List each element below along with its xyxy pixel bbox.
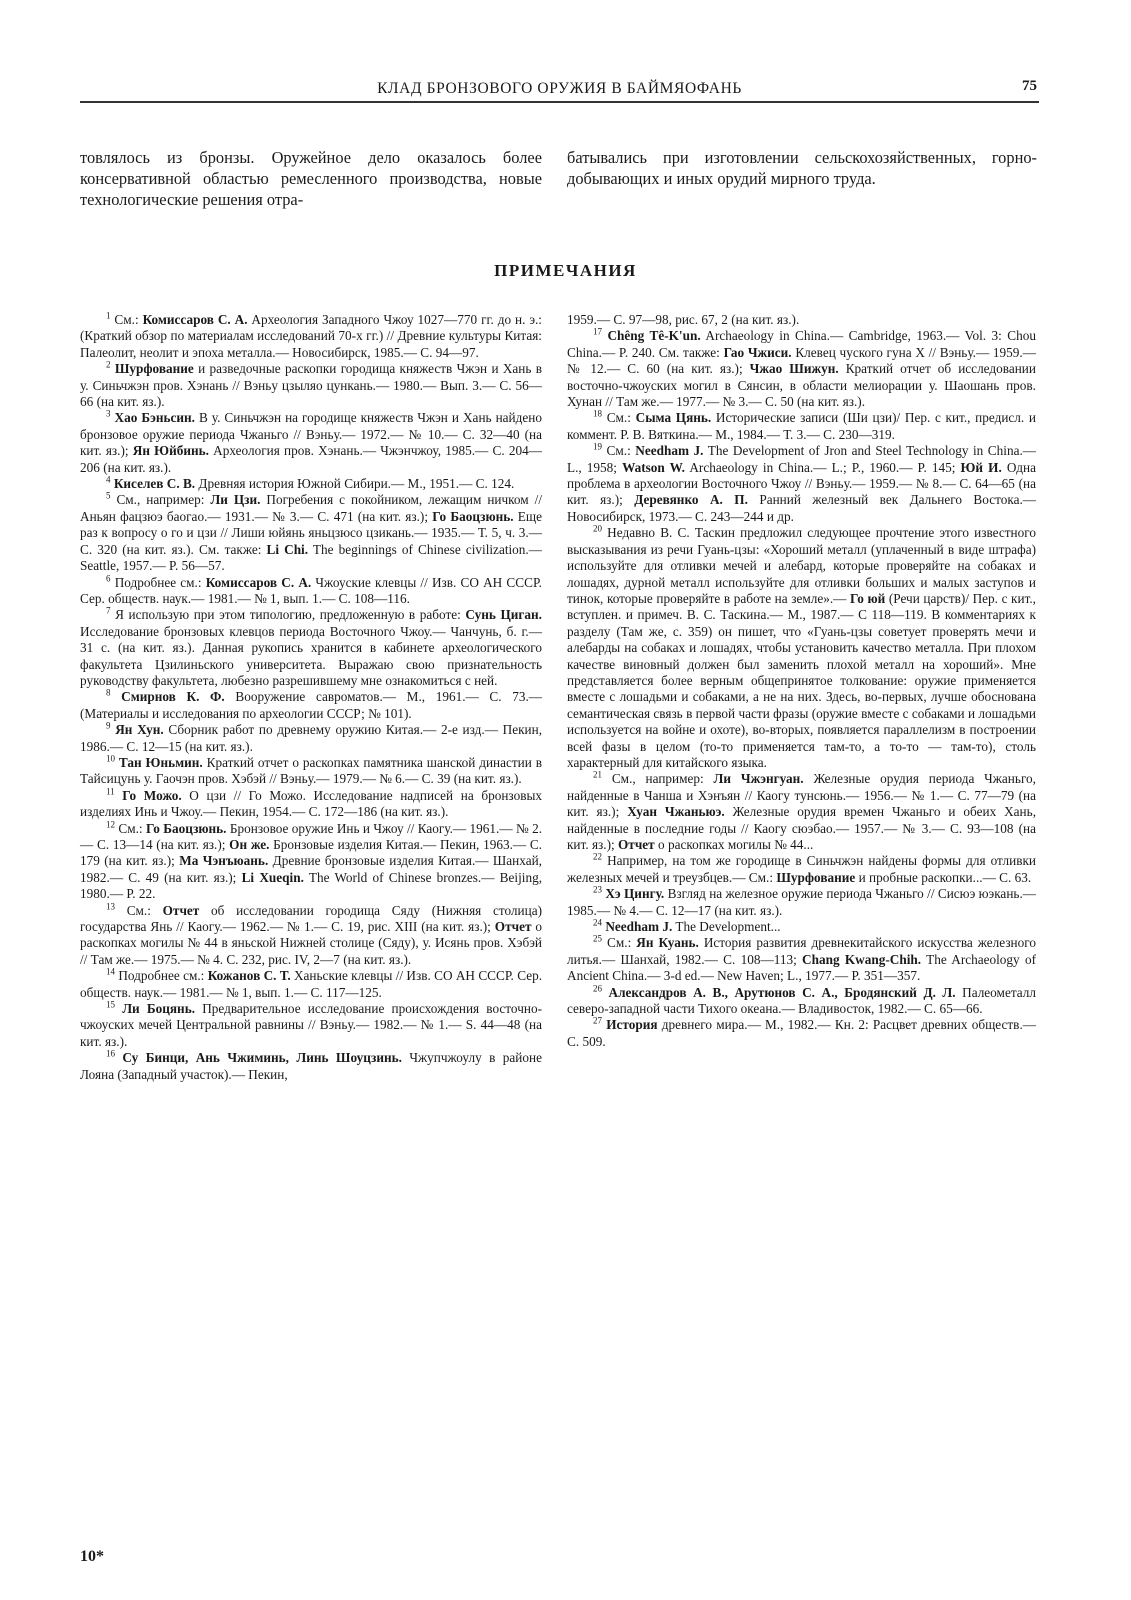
footnote-number: 6 (106, 573, 111, 584)
footnote-number: 11 (106, 786, 115, 797)
notes-column-left (80, 312, 542, 1083)
footnote-number: 25 (593, 934, 602, 945)
footnote-number: 10 (106, 753, 115, 764)
footnote-text: Одна проблема в археологии Восточного Чжоу // Вэньу.— 1959.— № 8.— С. 64—65 (на кит. яз.); (567, 459, 1036, 508)
footnote-text: Ранний железный век Дальнего Востока.— Новосибирск, 1973.— С. 243—244 и др. (567, 492, 1037, 524)
footnote-text: Железные орудия времен Чжаньго и обеих Хань, найденные в последние годы // Каогу сюэбао.— 1957.— № 3.— С. 93—108 (на кит. яз.); (567, 804, 1037, 852)
footnote-18 (567, 410, 1036, 443)
footnote-text: См.: (114, 312, 143, 327)
footnote-20 (567, 525, 1036, 771)
footnote-author: Ли Цзи. (210, 492, 261, 508)
footnote-author: Го Можо. (122, 787, 182, 803)
footnote-21 (567, 771, 1036, 853)
footnote-27 (567, 1017, 1036, 1050)
footnote-text: Исторические записи (Ши цзи)/ Пер. с кит., предисл. и коммент. Р. В. Вяткина.— М., 1984.— Т. 3.— С. 230—319. (567, 410, 1037, 442)
footnote-number: 8 (106, 687, 111, 698)
page-number: 75 (1022, 78, 1037, 94)
footnote-text: См.: (606, 443, 636, 459)
footnote-text: древнего мира.— М., 1982.— Кн. 2: Расцвет древних обществ.— С. 509. (567, 1017, 1037, 1049)
footnote-author: Шурфование (776, 869, 856, 885)
intro-text-right: батывались при изготовлении сельскохозяйственных, горно-добывающих и иных орудий мирного труда. (567, 148, 1037, 188)
running-head (80, 78, 1039, 104)
footnote-author: Шурфование (114, 361, 194, 377)
footnote-author: Чжао Шижун. (749, 361, 839, 377)
footnote-text: Железные орудия периода Чжаньго, найденные в Чанша и Хэнъян // Каогу тунсюнь.— 1956.— № 1.— С. 77—79 (на кит. яз.); (567, 771, 1036, 820)
footnote-13 (80, 903, 542, 969)
footnote-author: Отчет (494, 919, 532, 935)
footnote-1 (80, 312, 542, 361)
intro-text-left: товлялось из бронзы. Оружейное дело оказалось более консервативной областью ремесленного производства, новые технологические решения отра- (80, 148, 542, 209)
footnote-number: 26 (593, 983, 602, 994)
footnote-23 (567, 886, 1036, 919)
footnote-12 (80, 821, 542, 903)
footnote-author: Он же. (229, 837, 270, 852)
footnote-5 (80, 492, 542, 574)
footnote-author: Ян Куань. (636, 935, 699, 951)
footnote-number: 17 (593, 327, 602, 337)
footnote-text: Древние бронзовые изделия Китая.— Шанхай, 1982.— С. 49 (на кит. яз.); (80, 853, 542, 885)
footnote-text: The Development of Jron and Steel Technology in China.— L., 1958; (567, 443, 1037, 475)
footnote-number: 18 (593, 409, 602, 420)
footnote-author: Ма Чэнъюань. (179, 853, 269, 869)
footnote-number: 13 (106, 901, 115, 912)
footnote-number: 21 (593, 769, 602, 780)
footnote-author: Li Xueqin. (241, 869, 304, 885)
footnote-number: 9 (106, 720, 111, 731)
footnote-11 (80, 788, 542, 821)
footnote-text: В у. Синьчжэн на городище княжеств Чжэн и Хань найдено бронзовое оружие периода Чжаньго // Вэньу.— 1972.— № 10.— С. 32—40 (на кит. яз.); (80, 410, 542, 459)
footnote-8 (80, 689, 542, 722)
footnote-17 (567, 328, 1036, 410)
footnote-text: О цзи // Го Можо. Исследование надписей на бронзовых изделиях Инь и Чжоу.— Пекин, 1954.— С. 172—186 (на кит. яз.). (80, 787, 542, 820)
footnote-text: Archaeology in China.— Cambridge, 1963.— Vol. 3: Chou China.— P. 240. См. также: (567, 328, 1036, 360)
footnote-text: The Archaeology of Ancient China.— 3-d ed.— New Haven; L., 1977.— P. 351—357. (567, 951, 1036, 984)
footnote-25 (567, 935, 1036, 984)
header-rule (80, 101, 1039, 103)
footnote-number: 19 (593, 441, 602, 452)
footnote-author: Li Chi. (266, 541, 309, 557)
footnote-author: Го Баоцзюнь. (146, 820, 227, 836)
footnote-text: См., например: (116, 492, 211, 508)
notes-column-right (567, 312, 1036, 1050)
footnote-text: Исследование бронзовых клевцов периода Восточного Чжоу.— Чанчунь, б. г.— 31 с. (на кит. яз.). Данная рукопись хранится в кабинете археологического факультета Цзилиньского университета. Выражаю свою признательность руководству факультета, любезно разрешившему мне ознакомиться с ней. (80, 623, 542, 688)
footnote-author: Кожанов С. Т. (207, 968, 291, 984)
footnote-author: Су Бинци, Ань Чжиминь, Линь Шоуцзинь. (122, 1050, 402, 1066)
footnote-text: Например, на том же городище в Синьчжэн найдены формы для отливки железных мечей и треузбцев.— См.: (567, 853, 1037, 885)
footnote-author: Chêng Tê-K'un. (607, 328, 701, 344)
footnote-number: 7 (106, 605, 111, 616)
footnote-text: The beginnings of Chinese civilization.— Seattle, 1957.— P. 56—57. (80, 541, 542, 574)
footnote-text: Краткий отчет об исследовании восточно-чжоуских могил в Сянсин, в области мелиорации у. Шаошань пров. Хунан // Там же.— 1977.— № 3.— С. 50 (на кит. яз.). (567, 361, 1036, 410)
footnote-text: и разведочные раскопки городища княжеств Чжэн и Хань в у. Синьчжэн пров. Хэнань // Вэньу цзыляо цункань.— 1980.— Вып. 3.— С. 56—66 (на кит. яз.). (80, 361, 543, 410)
footnote-16 (80, 1050, 542, 1083)
footnote-text: Еще раз к вопросу о го и цзи // Лиши юйянь яньцзюсо цзикань.— 1935.— Т. 5, ч. 3.— С. 320 (на кит. яз.). См. также: (80, 508, 542, 557)
footnote-author: Needham J. (635, 443, 704, 459)
footnote-number: 4 (106, 474, 111, 485)
footnote-text: Клевец чуского гуна X // Вэньу.— 1959.— № 12.— С. 60 (на кит. яз.); (567, 344, 1036, 377)
footnote-text: Взгляд на железное оружие периода Чжаньго // Сисюэ юэкань.— 1985.— № 4.— С. 12—17 (на кит. яз.). (567, 886, 1037, 918)
footnote-author: Хуан Чжаньюэ. (627, 804, 725, 820)
footnote-number: 12 (106, 819, 115, 830)
footnote-text: См.: (126, 902, 163, 918)
footnote-number: 23 (593, 884, 602, 895)
footnote-4 (80, 476, 542, 492)
footnote-number: 15 (106, 999, 115, 1010)
footnote-text: Бронзовые изделия Китая.— Пекин, 1963.— С. 179 (на кит. яз.); (80, 837, 542, 869)
footnote-author: История (606, 1017, 658, 1033)
footnote-number: 3 (106, 409, 111, 420)
footnote-number: 22 (593, 852, 602, 862)
footnote-text: См., например: (611, 771, 714, 787)
footnote-author: Ли Боцянь. (122, 1001, 196, 1017)
footnote-author: Тан Юньмин. (118, 754, 203, 770)
footnote-author: Отчет (162, 902, 200, 918)
footnote-author: Needham J. (605, 919, 673, 935)
footnote-text: Подробнее см.: (118, 968, 208, 984)
footnote-author: Ян Хун. (115, 722, 164, 738)
footnote-6 (80, 575, 542, 608)
footnote-text: The Development... (672, 919, 781, 935)
footnote-text: История развития древнекитайского искусства железного литья.— Шанхай, 1982.— С. 108—113; (567, 935, 1037, 967)
footnote-author: Го юй (850, 590, 886, 606)
footnote-author: Ян Юйбинь. (132, 443, 209, 459)
footnote-number: 20 (593, 523, 602, 534)
footnote-author: Гао Чжиси. (723, 344, 792, 360)
footnote-text: Archaeology in China.— L.; P., 1960.— P. 145; (685, 459, 961, 475)
footnote-text: Ханьские клевцы // Изв. СО АН СССР. Сер. обществ. наук.— 1981.— № 1, вып. 1.— С. 117—125. (80, 968, 543, 1000)
footnote-22 (567, 853, 1036, 886)
footnote-author: Комиссаров С. А. (142, 312, 248, 327)
footnote-author: Отчет (618, 837, 655, 852)
footnote-number: 1 (106, 310, 111, 321)
footnote-text: Подробнее см.: (114, 574, 206, 590)
footnote-7 (80, 607, 542, 689)
footnote-text: и пробные раскопки...— С. 63. (855, 869, 1032, 885)
footnote-text: (Речи царств)/ Пер. с кит., вступлен. и примеч. В. С. Таскина.— М., 1987.— С 118—119. В комментариях к разделу (Там же, с. 359) он пишет, что «Гуань-цзы советует проверять мечи и алебарды на собаках и лошадях, чтобы установить качество металла. При плохом качестве виновный должен был заменить плохой металл на хороший». Мне представляется более верным общепринятое толкование: оружие применяется вместе с лошадьми и собаками, а не на них. Здесь, во-первых, лучше обоснована семантическая связь в первой части фразы (оружие вместе с собаками и лошадьми используется на войне и охоте), во-вторых, появляется параллелизм в построении всей фазы в целом (то-то применяется там-то, а то-то — там-то), столь характерный для китайского языка. (567, 590, 1036, 770)
footnote-text: См.: (118, 820, 146, 836)
footnote-number: 16 (106, 1048, 115, 1059)
footnote-text: Сборник работ по древнему оружию Китая.— 2-е изд.— Пекин, 1986.— С. 12—15 (на кит. яз.). (80, 722, 543, 754)
footnote-author: Юй И. (960, 459, 1002, 475)
footnote-2 (80, 361, 542, 410)
footnote-author: Ли Чжэнгуан. (713, 771, 804, 787)
footnote-15 (80, 1001, 542, 1050)
footnote-26 (567, 985, 1036, 1018)
footnote-author: Деревянко А. П. (634, 492, 748, 508)
footnote-text: о раскопках могилы № 44... (654, 837, 814, 852)
footnote-text: The World of Chinese bronzes.— Beijing, 1980.— P. 22. (80, 869, 543, 902)
footnote-text: Предварительное исследование происхождения восточно-чжоуских мечей Центральной равнины // Вэньу.— 1982.— № 1.— S. 44—48 (на кит. яз.). (80, 1001, 542, 1049)
footnote-text: Чжупчжоулу в районе Лояна (Западный участок).— Пекин, (80, 1050, 542, 1082)
footnote-author: Сунь Циган. (465, 607, 542, 623)
notes-heading: ПРИМЕЧАНИЯ (494, 261, 637, 280)
footnote-19 (567, 443, 1036, 525)
footnote-author: Киселев С. В. (113, 476, 196, 492)
footnote-text: о раскопках могилы № 44 в яньской Нижней столице (Сяду), у. Исянь пров. Хэбэй // Там же.— 1975.— № 4. С. 232, рис. IV, 2—7 (на кит. яз.). (80, 919, 543, 967)
footnote-3 (80, 410, 542, 476)
footnote-text: Древняя история Южной Сибири.— М., 1951.— С. 124. (195, 476, 515, 492)
footnote-author: Комиссаров С. А. (205, 574, 312, 590)
footnote-author: Хэ Цингу. (605, 886, 665, 902)
footnote-text: Археология пров. Хэнань.— Чжэнчжоу, 1985.— С. 204—206 (на кит. яз.). (80, 443, 542, 475)
footnote-text: Краткий отчет о раскопках памятника шанской династии в Тайсицунь у. Гаочэн пров. Хэбэй // Вэньу.— 1979.— № 6.— С. 39 (на кит. яз.). (80, 754, 543, 787)
footnote-text: Археология Западного Чжоу 1027—770 гг. до н. э.: (Краткий обзор по материалам исследований 70-х гг.) // Древние культуры Китая: Палеолит, неолит и эпоха металла.— Новосибирск, 1985.— С. 94—97. (80, 312, 542, 360)
signature-mark: 10* (80, 1548, 104, 1565)
footnote-text: Палеометалл северо-западной части Тихого океана.— Владивосток, 1982.— С. 65—66. (567, 984, 1036, 1017)
footnote-24 (567, 919, 1036, 935)
footnote-author: Watson W. (622, 459, 685, 475)
note-continuation: 1959.— С. 97—98, рис. 67, 2 (на кит. яз.). (567, 312, 800, 327)
footnote-text: Я использую при этом типологию, предложенную в работе: (115, 607, 466, 623)
running-title: КЛАД БРОНЗОВОГО ОРУЖИЯ В БАЙМЯОФАНЬ (377, 80, 742, 97)
footnote-author: Chang Kwang-Chih. (802, 951, 922, 967)
footnote-number: 14 (106, 966, 115, 977)
footnote-author: Го Баоцзюнь. (432, 508, 514, 524)
footnote-text: См.: (606, 410, 636, 426)
footnote-9 (80, 722, 542, 755)
footnote-10 (80, 755, 542, 788)
footnote-number: 24 (593, 917, 602, 928)
footnote-number: 27 (593, 1016, 602, 1027)
footnote-number: 5 (106, 491, 111, 502)
footnote-text: Чжоуские клевцы // Изв. СО АН СССР. Сер. обществ. наук.— 1981.— № 1, вып. 1.— С. 108—116. (80, 574, 542, 606)
footnote-text: См.: (607, 935, 637, 951)
footnote-author: Сыма Цянь. (635, 410, 712, 426)
footnote-14 (80, 968, 542, 1001)
footnote-text: Недавно В. С. Таскин предложил следующее прочтение этого известного высказывания из речи Гуань-цзы: «Хороший металл (уплаченный в виде штрафа) используйте для отливки мечей и алебард, которые проверяйте на собаках и лошадях, дурной металл используйте для отливки больших и малых заступов и тинок, которые проверяйте в работе на земле».— (567, 525, 1037, 606)
footnote-author: Смирнов К. Ф. (121, 689, 225, 705)
footnote-text: Бронзовое оружие Инь и Чжоу // Каогу.— 1961.— № 2.— С. 13—14 (на кит. яз.); (80, 820, 543, 852)
footnote-number: 2 (106, 359, 111, 370)
footnote-author: Александров А. В., Арутюнов С. А., Бродянский Д. Л. (608, 984, 956, 1000)
footnote-text: Погребения с покойником, лежащим ничком // Аньян фацзюэ баогао.— 1931.— № 3.— С. 471 (на кит. яз.); (80, 492, 543, 524)
footnote-author: Хао Бэньсин. (114, 410, 195, 426)
footnote-text: Вооружение савроматов.— М., 1961.— С. 73.— (Материалы и исследования по археологии СССР; № 101). (80, 689, 543, 721)
footnote-text: об исследовании городища Сяду (Нижняя столица) государства Янь // Каогу.— 1962.— № 1.— С. 19, рис. XIII (на кит. яз.); (80, 902, 542, 935)
